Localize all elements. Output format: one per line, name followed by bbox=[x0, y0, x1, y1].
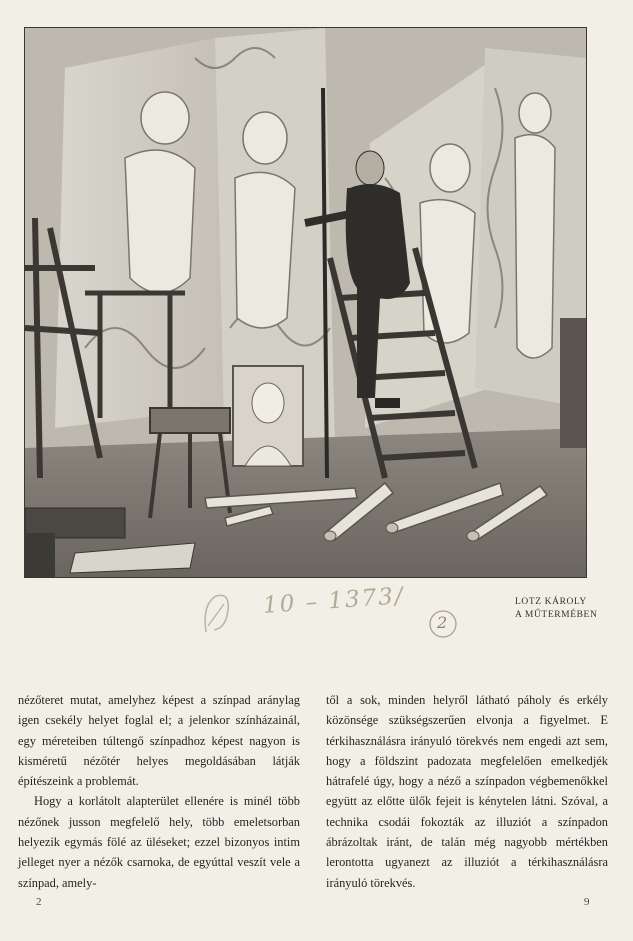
photograph-artist-in-studio bbox=[24, 27, 587, 578]
handwritten-archive-number bbox=[198, 584, 468, 644]
archive-number-text: 10 – 1373/ bbox=[262, 583, 406, 619]
archive-circled-number: 2 bbox=[437, 613, 448, 632]
text-column-left bbox=[18, 690, 300, 893]
paragraph: től a sok, minden helyről látható páholy és erkély közönsége szükségszerűen elvonja a figyelmet. E térkihasználásra irányuló törekvés nem engedi azt sem, hogy a földszint padozata megfelelően emelkedjék hátrafelé úgy, hogy a néző a színpadon végbemenőkkel együtt az előtte ülők fejeit is kénytelen látni. Szóval, a technika csodái fokozták az illuziót a színpadon ábrázoltak iránt, de talán még nagyobb mértékben lerontotta ugyanezt az illuziót a térkihasználásra irányuló törekvés. bbox=[326, 693, 608, 890]
text-column-right bbox=[326, 690, 608, 893]
paragraph: Hogy a korlátolt alapterület ellenére is minél több nézőnek jusson megfelelő hely, több emeletsorban helyezik egymás fölé az üléseket; ezzel bizonyos intim jelleget nyer a nézők csarnoka, de egyúttal veszít vele a színpad, amely- bbox=[18, 794, 300, 890]
photo-caption bbox=[515, 596, 625, 622]
caption-line-1: LOTZ KÁROLY bbox=[515, 597, 587, 607]
photograph-illustration bbox=[25, 28, 586, 577]
page-number-right: 9 bbox=[584, 896, 590, 908]
paragraph: nézőteret mutat, amelyhez képest a színpad aránylag igen csekély helyet foglal el; a jelenkor színházainál, egy méreteiben túltengő színpadhoz képest nagyon is kisméretű nézőtér helyes megoldásában látják építészeink a problemát. bbox=[18, 693, 300, 789]
caption-line-2: A MŰTERMÉBEN bbox=[515, 610, 598, 620]
page-number-left: 2 bbox=[36, 896, 42, 908]
